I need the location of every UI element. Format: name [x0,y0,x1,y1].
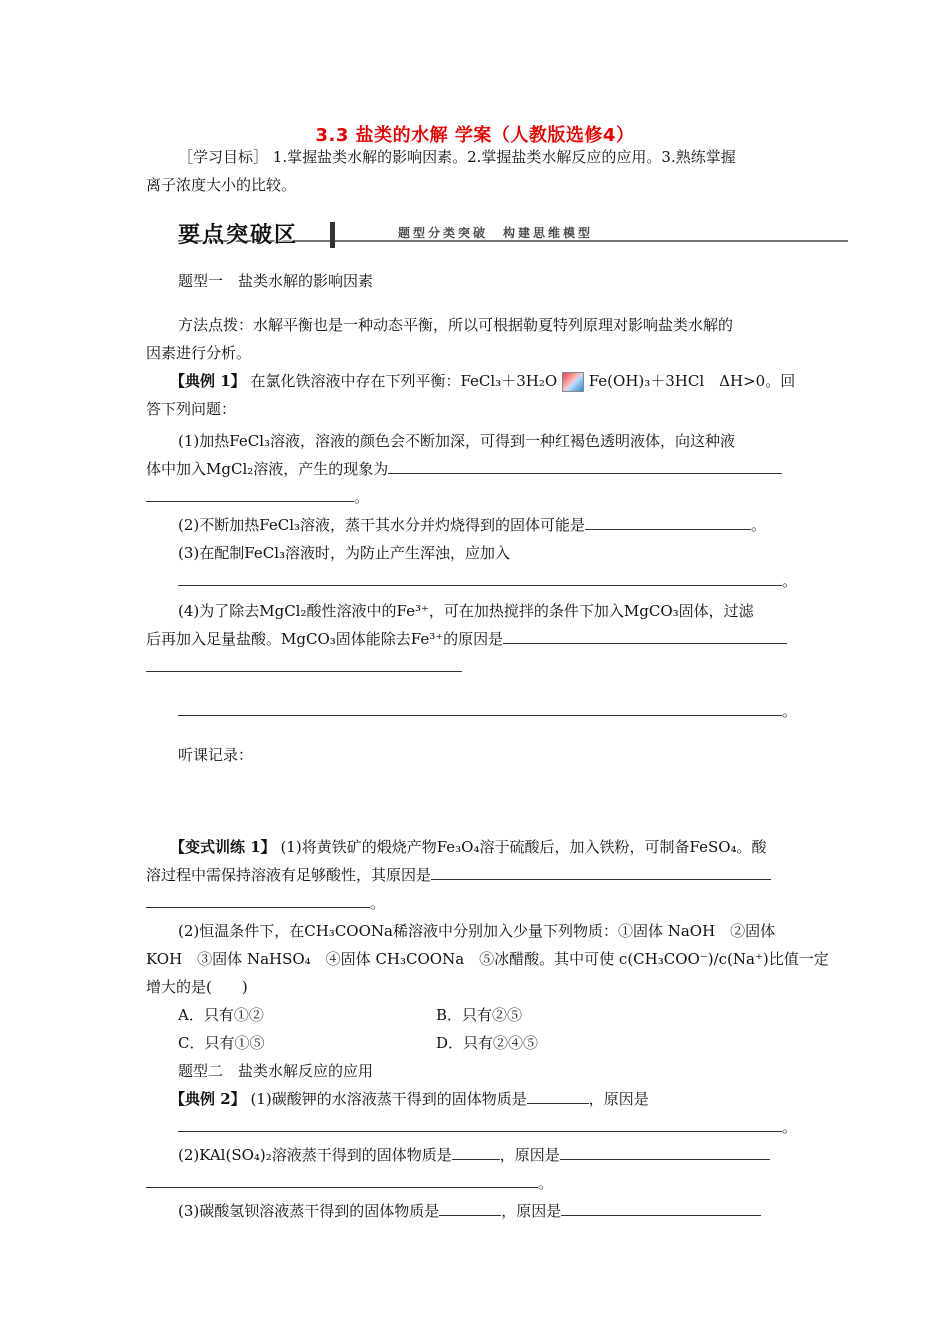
q1-answer-blank[interactable] [388,459,782,474]
period: 。 [782,572,798,590]
variant1-text: (1)将黄铁矿的煅烧产物Fe₃O₄溶于硫酸后，加入铁粉，可制备FeSO₄。酸 [275,838,767,856]
q4-text: 后再加入足量盐酸。MgCO₃固体能除去Fe³⁺的原因是 [146,630,504,648]
notes-label: 听课记录： [178,746,254,764]
period: 。 [782,1118,798,1136]
variant1-answer-blank[interactable] [431,865,771,880]
example1-line-2: 答下列问题： [146,400,237,418]
variant1-line-1 [170,836,767,858]
example2-q3-line [178,1200,761,1222]
objectives-line-2: 离子浓度大小的比较。 [146,176,297,194]
variant1-line-3 [146,892,385,914]
period: 。 [538,1174,554,1192]
q3-line: (3)在配制FeCl₃溶液时，为防止产生浑浊，应加入 [178,544,511,562]
method-line-1: 方法点拨：水解平衡也是一种动态平衡，所以可根据勒夏特列原理对影响盐类水解的 [178,316,734,334]
q4-line-4 [178,700,797,722]
objectives-label: ［学习目标］ [178,148,269,166]
period: 。 [354,488,370,506]
banner-main: 要点突破区 [178,223,299,248]
example2-q2-reason-blank[interactable] [560,1145,770,1160]
equilibrium-arrow-icon [562,372,584,392]
q1-line-1: (1)加热FeCl₃溶液，溶液的颜色会不断加深，可得到一种红褐色透明液体，向这种液 [178,432,736,450]
example1-eq-right: Fe(OH)₃＋3HCl ΔH>0。回 [588,372,796,390]
example2-q2-reason-blank-2[interactable] [146,1173,538,1188]
objectives-line-1 [178,146,736,168]
banner-sub: 题型分类突破 构建思维模型 [398,226,594,240]
option-d[interactable]: D．只有②④⑤ [436,1034,539,1052]
objectives-text: 1.掌握盐类水解的影响因素。2.掌握盐类水解反应的应用。3.熟练掌握 [268,148,736,166]
example2-q1-answer-line [178,1116,797,1138]
option-b[interactable]: B．只有②⑤ [436,1006,523,1024]
variant1-p2-line-1: (2)恒温条件下，在CH₃COONa稀溶液中分别加入少量下列物质：①固体 NaOH ②固体 [178,922,776,940]
q4-answer-blank-3[interactable] [178,701,782,716]
q2-answer-blank[interactable] [585,515,751,530]
example2-q3-text: (3)碳酸氢钡溶液蒸干得到的固体物质是 [178,1202,440,1220]
reason-label: ，原因是 [499,1146,560,1164]
variant1-p2-line-2: KOH ③固体 NaHSO₄ ④固体 CH₃COONa ⑤冰醋酸。其中可使 c(CH₃COO⁻)/c(Na⁺)比值一定 [146,950,829,968]
example2-q2-text: (2)KAl(SO₄)₂溶液蒸干得到的固体物质是 [178,1146,452,1164]
example2-q1-blank[interactable] [527,1089,589,1104]
period: 。 [782,702,798,720]
page-title: 3.3 盐类的水解 学案（人教版选修4） [315,125,635,146]
variant1-line-2 [146,864,771,886]
example2-q2-blank[interactable] [452,1145,500,1160]
example2-q1-text: (1)碳酸钾的水溶液蒸干得到的固体物质是 [245,1090,527,1108]
example2-q2-answer-line [146,1172,553,1194]
example2-label: 【典例 2】 [170,1090,246,1108]
option-c[interactable]: C．只有①⑤ [178,1034,265,1052]
example2-q2-line [178,1144,770,1166]
q4-line-3 [146,656,462,678]
example2-line [170,1088,649,1110]
variant1-answer-blank-2[interactable] [146,893,370,908]
q4-line-1: (4)为了除去MgCl₂酸性溶液中的Fe³⁺，可在加热搅拌的条件下加入MgCO₃固体，过滤 [178,602,754,620]
period: 。 [370,894,386,912]
method-line-2: 因素进行分析。 [146,344,252,362]
example2-q3-blank[interactable] [439,1201,501,1216]
example1-text: 在氯化铁溶液中存在下列平衡：FeCl₃＋3H₂O [245,372,558,390]
q3-answer-blank[interactable] [178,571,782,586]
banner-divider [330,222,335,248]
q1-text: 体中加入MgCl₂溶液，产生的现象为 [146,460,389,478]
q4-answer-blank[interactable] [503,629,787,644]
section1-heading: 题型一 盐类水解的影响因素 [178,272,374,290]
variant1-label: 【变式训练 1】 [170,838,276,856]
q4-answer-blank-2[interactable] [146,657,462,672]
q1-line-3 [146,486,369,508]
variant1-text-2: 溶过程中需保持溶液有足够酸性，其原因是 [146,866,432,884]
period: 。 [751,516,767,534]
banner [178,218,320,250]
q3-answer-line [178,570,797,592]
q2-text: (2)不断加热FeCl₃溶液，蒸干其水分并灼烧得到的固体可能是 [178,516,586,534]
q1-answer-blank-2[interactable] [146,487,354,502]
q4-line-2 [146,628,787,650]
reason-label: ，原因是 [588,1090,649,1108]
q1-line-2 [146,458,782,480]
example1-label: 【典例 1】 [170,372,246,390]
option-a[interactable]: A．只有①② [178,1006,264,1024]
example2-q1-reason-blank[interactable] [178,1117,782,1132]
q2-line [178,514,766,536]
reason-label: ，原因是 [501,1202,562,1220]
section2-heading: 题型二 盐类水解反应的应用 [178,1062,374,1080]
example2-q3-reason-blank[interactable] [561,1201,761,1216]
example1-line [170,370,795,392]
variant1-p2-line-3: 增大的是( ) [146,978,248,996]
